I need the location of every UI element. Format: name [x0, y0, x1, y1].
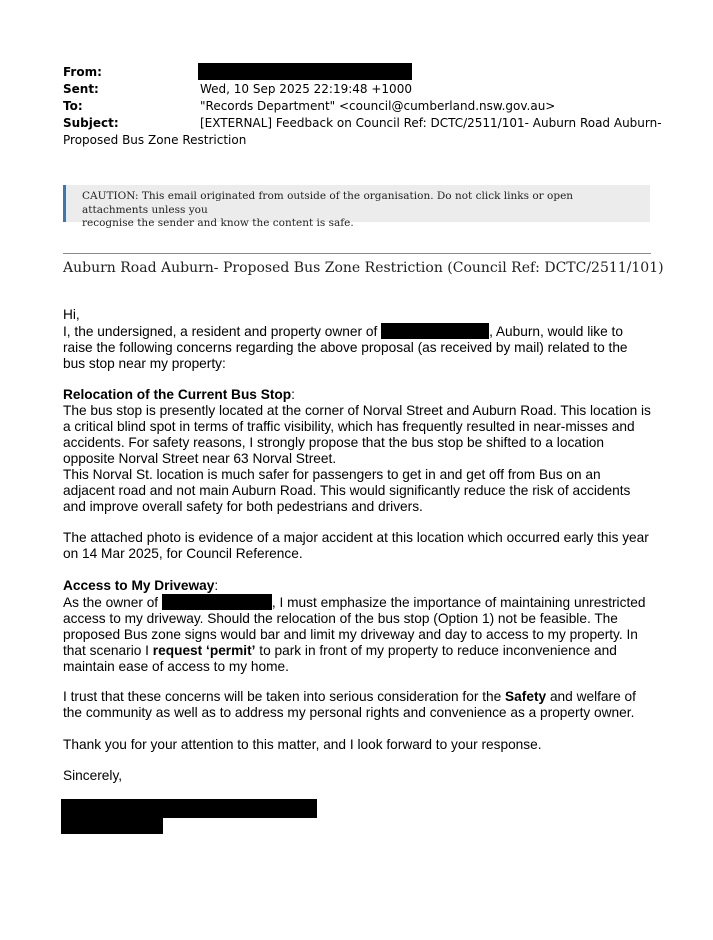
caution-banner [63, 185, 650, 229]
sent-label: Sent: [63, 82, 99, 96]
to-label: To: [63, 99, 83, 113]
relocation-heading: Relocation of the Current Bus Stop [63, 387, 292, 402]
driveway-heading: Access to My Driveway [63, 578, 215, 593]
redacted-address [381, 323, 489, 339]
caution-line-2: recognise the sender and know the content is safe. [82, 217, 354, 229]
permit-request-bold: request ‘permit’ [152, 643, 256, 658]
driveway-text-pre: As the owner of [63, 595, 162, 610]
sent-value: Wed, 10 Sep 2025 22:19:48 +1000 [200, 82, 412, 96]
thanks-paragraph: Thank you for your attention to this matter, and I look forward to your response. [63, 737, 542, 752]
redacted-signature-line-2 [61, 815, 163, 834]
trust-paragraph [63, 689, 653, 721]
section-relocation [63, 387, 653, 515]
subject-label: Subject: [63, 116, 119, 130]
photo-paragraph: The attached photo is evidence of a major accident at this location which occurred early this year on 14 Mar 2025, for Council Reference. [63, 530, 649, 561]
relocation-paragraph-2: This Norval St. location is much safer for passengers to get in and get off from Bus on an adjacent road and not main Auburn Road. This would significantly reduce the risk of accidents and improve overall safety for both pedestrians and drivers. [63, 467, 631, 514]
driveway-text-post: to park in front of my property to reduce inconvenience and maintain ease of access to my home. [63, 643, 617, 674]
driveway-heading-colon: : [214, 578, 219, 593]
trust-text-post: and welfare of the community as well as to address my personal rights and convenience as a property owner. [63, 689, 636, 720]
safety-bold: Safety [505, 689, 547, 704]
intro-text-post: , Auburn, would like to raise the following concerns regarding the above proposal (as received by mail) related to the bus stop near my property: [63, 324, 628, 371]
subject-value: [EXTERNAL] Feedback on Council Ref: DCTC/2511/101- Auburn Road Auburn- [200, 116, 662, 130]
redacted-property [162, 594, 272, 610]
trust-text-pre: I trust that these concerns will be taken into serious consideration for the [63, 689, 506, 704]
divider [63, 253, 651, 254]
subject-continuation: Proposed Bus Zone Restriction [63, 133, 247, 147]
greeting: Hi, [63, 307, 80, 322]
caution-line-1: CAUTION: This email originated from outside of the organisation. Do not click links or open attachments unless you [82, 190, 574, 216]
to-value: "Records Department" <council@cumberland.nsw.gov.au> [200, 99, 556, 113]
from-label: From: [63, 65, 102, 79]
intro-paragraph [63, 323, 653, 372]
intro-text-pre: I, the undersigned, a resident and property owner of [63, 324, 382, 339]
caution-text [82, 190, 642, 231]
relocation-paragraph-1: The bus stop is presently located at the corner of Norval Street and Auburn Road. This location is a critical blind spot in terms of traffic visibility, which has frequently resulted in near-misses and accidents. For safety reasons, I strongly propose that the bus stop be shifted to a location opposite Norval Street near 63 Norval Street. [63, 403, 651, 466]
email-title: Auburn Road Auburn- Proposed Bus Zone Restriction (Council Ref: DCTC/2511/101) [63, 260, 664, 276]
redacted-sender [198, 63, 412, 80]
relocation-heading-colon: : [291, 387, 295, 402]
section-driveway [63, 578, 653, 675]
closing: Sincerely, [63, 768, 123, 783]
driveway-text-mid: , I must emphasize the importance of maintaining unrestricted access to my driveway. Should the relocation of the bus stop (Option 1) not be feasible. The proposed Bus zone signs would bar and limit my driveway and day to access to my property. In that scenario I [63, 595, 646, 658]
